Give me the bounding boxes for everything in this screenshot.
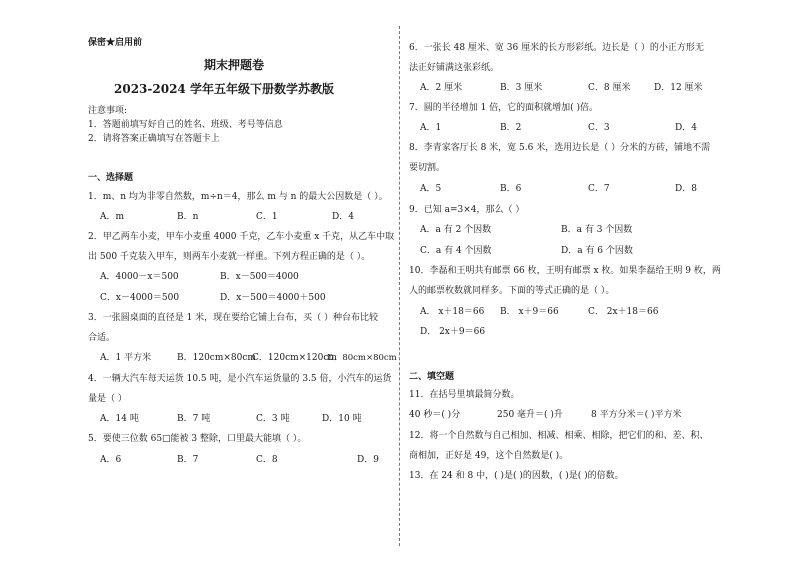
notes-heading: 注意事项: bbox=[88, 106, 128, 116]
question-4-line: 4．一辆大汽车每天运货 10.5 吨，是小汽车运货量的 3.5 倍，小汽车的运货 bbox=[88, 374, 392, 384]
option: C．a 有 4 个因数 bbox=[420, 246, 492, 256]
paper-subtitle: 2023-2024 学年五年级下册数学苏教版 bbox=[114, 82, 334, 96]
option: C．1 bbox=[256, 212, 278, 222]
option: B．3 厘米 bbox=[500, 83, 543, 93]
section-heading-fill: 二、填空题 bbox=[409, 372, 455, 382]
option: C．3 吨 bbox=[256, 414, 290, 424]
question-3-line: 3．一张圆桌面的直径是 1 米，现在要给它铺上台布，买（ ）种台布比较 bbox=[88, 313, 379, 323]
fill-blank: 250 毫升＝( )升 bbox=[497, 410, 563, 420]
option: A．14 吨 bbox=[100, 414, 139, 424]
question-9-stem: 9．已知 a=3×4，那么（ ） bbox=[409, 205, 525, 215]
option: D．12 厘米 bbox=[654, 83, 703, 93]
confidential-label: 保密★启用前 bbox=[88, 38, 143, 48]
question-1-stem: 1．m、n 均为非零自然数，m÷n＝4，那么 m 与 n 的最大公因数是（ ）。 bbox=[88, 192, 388, 202]
question-8-line: 8．李青家客厅长 8 米，宽 5.6 米，选用边长是（ ）分米的方砖，铺地不需 bbox=[409, 143, 711, 153]
option: C．x－4000＝500 bbox=[100, 293, 180, 303]
paper-title: 期末押题卷 bbox=[204, 58, 265, 72]
option: D．a 有 6 个因数 bbox=[561, 246, 633, 256]
question-4-line: 量是（ ） bbox=[88, 394, 127, 404]
option: A． x＋18＝66 bbox=[420, 307, 485, 317]
fill-blank: 8 平方分米＝( )平方米 bbox=[591, 410, 682, 420]
option: A．1 平方米 bbox=[100, 353, 152, 363]
option: C．8 bbox=[256, 455, 278, 465]
question-2-line: 出 500 千克装入甲车，则两车小麦就一样重。下列方程正确的是（ ）。 bbox=[88, 252, 371, 262]
option: B．120cm×80cm bbox=[177, 353, 256, 363]
option: B．6 bbox=[500, 184, 522, 194]
option: D．x－500＝4000＋500 bbox=[220, 293, 326, 303]
option: D．10 吨 bbox=[322, 414, 362, 424]
notes-item: 1．答题前填写好自己的姓名、班级、考号等信息 bbox=[88, 120, 283, 130]
question-7-stem: 7．圆的半径增加 1 倍，它的面积就增加( )倍。 bbox=[409, 103, 599, 113]
option: A．6 bbox=[100, 455, 122, 465]
question-3-line: 合适。 bbox=[88, 333, 116, 343]
option: C． 2x＋18＝66 bbox=[588, 307, 659, 317]
question-8-line: 要切割。 bbox=[409, 163, 446, 173]
option: A．1 bbox=[420, 123, 442, 133]
question-2-line: 2．甲乙两车小麦，甲车小麦重 4000 千克，乙车小麦重 x 千克，从乙车中取 bbox=[88, 232, 395, 242]
option: A．4000－x＝500 bbox=[100, 272, 179, 282]
option: C．7 bbox=[588, 184, 610, 194]
question-12-line: 商相加，正好是 49，这个自然数是( )。 bbox=[409, 451, 569, 461]
section-heading-choice: 一、选择题 bbox=[88, 173, 134, 183]
option: D．80cm×80cm bbox=[327, 353, 397, 363]
question-11-stem: 11．在括号里填最简分数。 bbox=[409, 390, 520, 400]
option: B．a 有 3 个因数 bbox=[561, 225, 633, 235]
question-6-line: 6．一张长 48 厘米、宽 36 厘米的长方形彩纸。边长是（ ）的小正方形无 bbox=[409, 43, 704, 53]
question-10-line: 人的邮票枚数就同样多。下面的等式正确的是（ ）。 bbox=[409, 286, 615, 296]
fill-blank: 40 秒＝( )分 bbox=[409, 410, 461, 420]
option: B． x＋9＝66 bbox=[500, 307, 559, 317]
option: B．2 bbox=[500, 123, 522, 133]
question-5-stem: 5．要使三位数 65□能被 3 整除，口里最大能填（ ）。 bbox=[88, 434, 307, 444]
option: B．7 吨 bbox=[177, 414, 211, 424]
option: A．m bbox=[100, 212, 125, 222]
option: C．3 bbox=[588, 123, 610, 133]
option: B．x－500＝4000 bbox=[220, 272, 299, 282]
option: D．4 bbox=[332, 212, 354, 222]
option: B．n bbox=[177, 212, 199, 222]
option: D．4 bbox=[675, 123, 697, 133]
option: D．8 bbox=[675, 184, 697, 194]
option: A．a 有 2 个因数 bbox=[420, 225, 492, 235]
column-divider bbox=[399, 26, 400, 546]
notes-item: 2．请将答案正确填写在答题卡上 bbox=[88, 134, 220, 144]
question-13-stem: 13．在 24 和 8 中，( )是( )的因数，( )是( )的倍数。 bbox=[409, 471, 624, 481]
option: D．9 bbox=[357, 455, 379, 465]
option: A．2 厘米 bbox=[420, 83, 463, 93]
question-6-line: 法正好铺满这张彩纸。 bbox=[409, 63, 500, 73]
option: C．120cm×120cm bbox=[252, 353, 337, 363]
option: B．7 bbox=[177, 455, 199, 465]
option: C．8 厘米 bbox=[588, 83, 631, 93]
question-12-line: 12．将一个自然数与自己相加、相减、相乘、相除，把它们的和、差、积、 bbox=[409, 431, 709, 441]
question-10-line: 10．李磊和王明共有邮票 66 枚，王明有邮票 x 枚。如果李磊给王明 9 枚，两 bbox=[409, 266, 721, 276]
option: D． 2x＋9＝66 bbox=[420, 327, 486, 337]
option: A．5 bbox=[420, 184, 442, 194]
